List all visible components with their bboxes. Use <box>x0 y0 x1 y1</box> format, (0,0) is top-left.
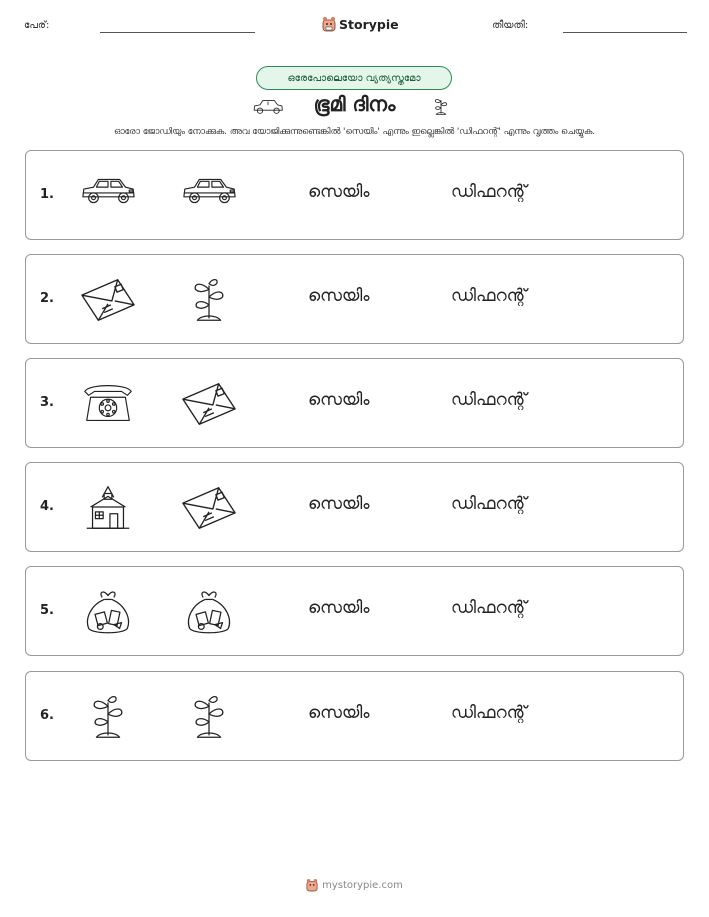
schoolhouse-icon <box>79 483 137 533</box>
plant-icon <box>429 93 453 119</box>
option-same[interactable]: സെയിം <box>308 182 370 202</box>
option-same[interactable]: സെയിം <box>308 494 370 514</box>
option-different[interactable]: ഡിഫറന്റ് <box>451 494 527 514</box>
question-number: 3. <box>40 395 54 410</box>
question-number: 6. <box>40 708 54 723</box>
envelope-icon <box>180 379 238 429</box>
date-label: തീയതി: <box>492 20 529 31</box>
trash-bag-icon <box>79 587 137 637</box>
footer <box>0 878 709 892</box>
name-write-line <box>100 32 255 33</box>
question-card <box>25 150 684 240</box>
worksheet-header <box>0 14 709 44</box>
instructions: ഓരോ ജോഡിയും നോക്കുക. അവ യോജിക്കുന്നുണ്ടെങ്കിൽ 'സെയിം' എന്നും ഇല്ലെങ്കിൽ 'ഡിഫറന്റ്' എന്നും വൃത്തം ചെയ്യുക. <box>113 127 596 137</box>
option-same[interactable]: സെയിം <box>308 286 370 306</box>
brand-logo <box>322 14 399 34</box>
option-different[interactable]: ഡിഫറന്റ് <box>451 286 527 306</box>
question-card <box>25 254 684 344</box>
option-different[interactable]: ഡിഫറന്റ് <box>451 598 527 618</box>
envelope-icon <box>180 483 238 533</box>
storypie-mascot-icon <box>306 878 318 892</box>
storypie-mascot-icon <box>322 16 336 32</box>
plant-icon <box>79 692 137 742</box>
footer-site: mystorypie.com <box>322 879 403 891</box>
car-icon <box>79 171 137 221</box>
car-icon <box>180 171 238 221</box>
option-different[interactable]: ഡിഫറന്റ് <box>451 703 527 723</box>
question-number: 2. <box>40 291 54 306</box>
option-different[interactable]: ഡിഫറന്റ് <box>451 182 527 202</box>
trash-bag-icon <box>180 587 238 637</box>
plant-icon <box>180 692 238 742</box>
option-same[interactable]: സെയിം <box>308 703 370 723</box>
question-number: 1. <box>40 187 54 202</box>
plant-icon <box>180 275 238 325</box>
brand-name: Storypie <box>339 16 399 32</box>
envelope-icon <box>79 275 137 325</box>
page-title: ഭൂമി ദിനം <box>313 92 396 116</box>
option-same[interactable]: സെയിം <box>308 598 370 618</box>
option-same[interactable]: സെയിം <box>308 390 370 410</box>
name-label: പേര്: <box>24 20 50 31</box>
question-card <box>25 566 684 656</box>
question-card <box>25 462 684 552</box>
question-card <box>25 671 684 761</box>
question-card <box>25 358 684 448</box>
telephone-icon <box>79 379 137 429</box>
question-number: 4. <box>40 499 54 514</box>
worksheet-tag: ഒരേപോലെയോ വ്യത്യസ്തമോ <box>256 66 452 90</box>
question-number: 5. <box>40 603 54 618</box>
option-different[interactable]: ഡിഫറന്റ് <box>451 390 527 410</box>
date-write-line <box>563 32 687 33</box>
